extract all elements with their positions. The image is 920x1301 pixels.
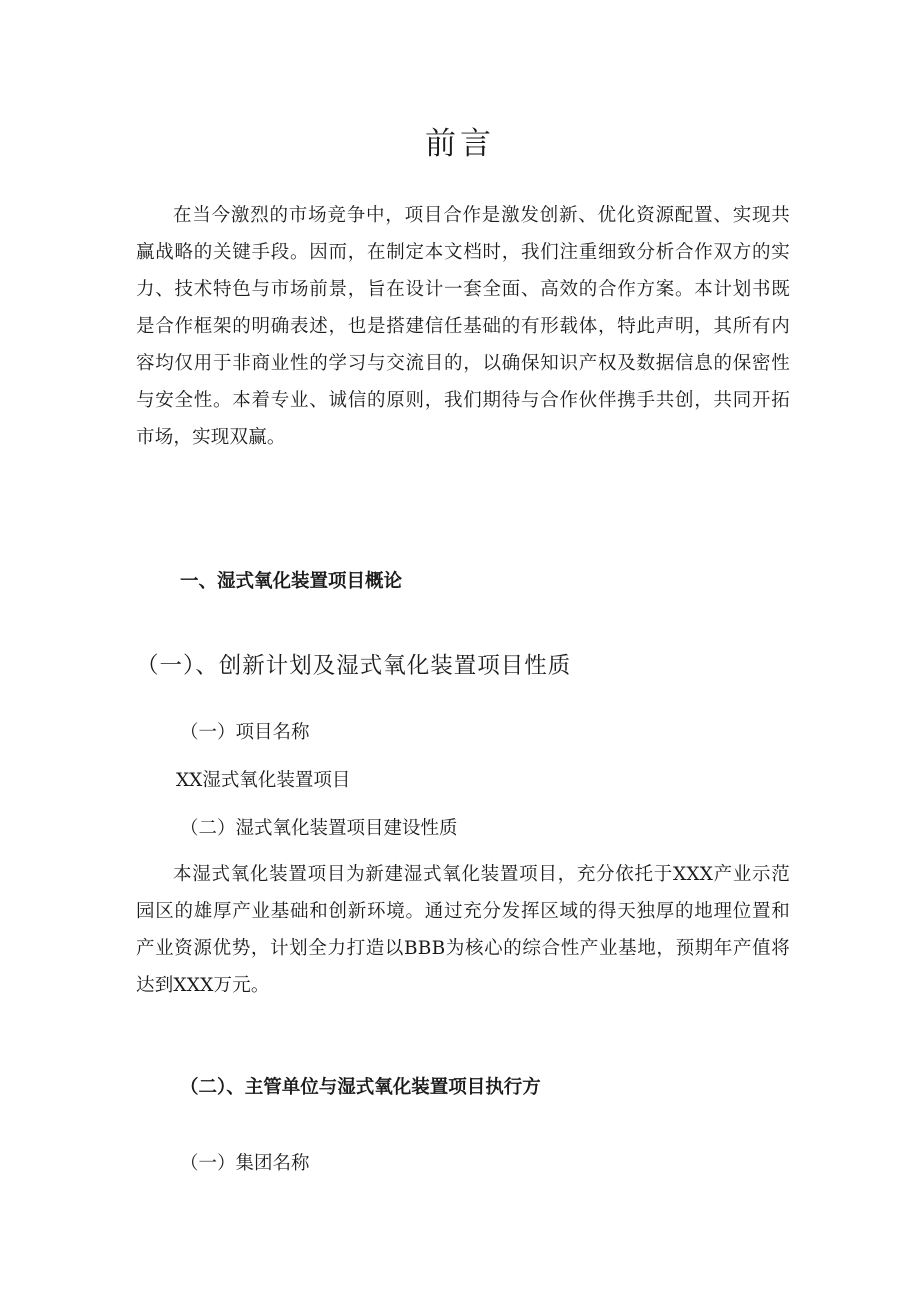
project-name-value: XX湿式氧化装置项目 <box>176 770 351 791</box>
subsection-heading-executor: （二）、主管单位与湿式氧化装置项目执行方 <box>180 1077 541 1098</box>
item-label-group-name: （一）集团名称 <box>180 1153 310 1174</box>
intro-paragraph: 在当今激烈的市场竞争中，项目合作是激发创新、优化资源配置、实现共赢战略的关键手段。因而，在制定本文档时，我们注重细致分析合作双方的实力、技术特色与市场前景，旨在设计一套全面、高效的合作方案。本计划书既是合作框架的明确表述，也是搭建信任基础的有形载体，特此声明，其所有内容均仅用于非商业性的学习与交流目的，以确保知识产权及数据信息的保密性与安全性。本着专业、诚信的原则，我们期待与合作伙伴携手共创，共同开拓市场，实现双赢。 <box>136 205 790 448</box>
subsection-heading-plan-nature: （一）、创新计划及湿式氧化装置项目性质 <box>136 653 572 679</box>
page-title: 前言 <box>425 126 495 162</box>
item-label-project-name: （一）项目名称 <box>180 722 310 743</box>
section-heading-overview: 一、湿式氧化装置项目概论 <box>180 571 403 592</box>
construction-nature-paragraph: 本湿式氧化装置项目为新建湿式氧化装置项目，充分依托于XXX产业示范园区的雄厚产业基础和创新环境。通过充分发挥区域的得天独厚的地理位置和产业资源优势，计划全力打造以BBB为核心的综合性产业基地，预期年产值将达到XXX万元。 <box>136 864 790 996</box>
item-label-construction-nature: （二）湿式氧化装置项目建设性质 <box>180 818 458 839</box>
